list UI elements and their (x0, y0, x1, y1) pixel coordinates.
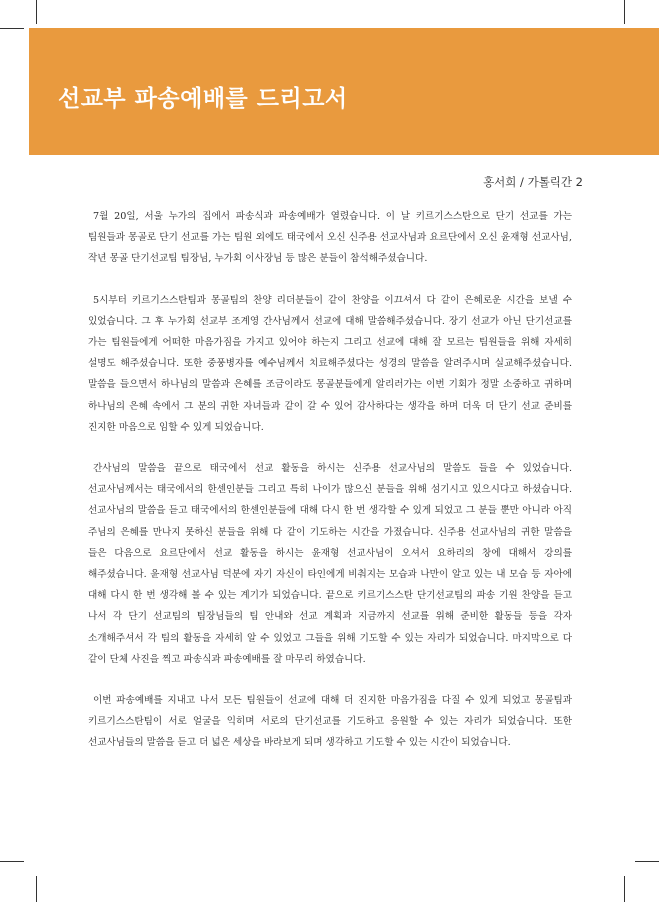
paragraph: 5시부터 키르기스스탄팀과 몽골팀의 찬양 리더분들이 같이 찬양을 이끄셔서 다 같이 은혜로운 시간을 보낼 수 있었습니다. 그 후 누가회 선교부 조계영 간사님께서 선교에 대해 말씀해주셨습니다. 장기 선교가 아닌 단기선교를 가는 팀원들에게 어떠한 마음가짐을 가지고 있어야 하는지 그리고 선교에 대해 잘 모르는 팀원들을 위해 자세히 설명도 해주셨습니다. 또한 중풍병자를 예수님께서 치료해주셨다는 성경의 말씀을 알려주시며 실교해주셨습니다. 말씀을 들으면서 하나님의 말씀과 은혜를 조금이라도 몽골분들에게 알리러가는 이번 기회가 정말 소중하고 귀하며 하나님의 은혜 속에서 그 분의 귀한 자녀들과 같이 갈 수 있어 감사하다는 생각을 하며 더욱 더 단기 선교 준비를 진지한 마음으로 임할 수 있게 되었습니다. (88, 294, 572, 433)
crop-mark (635, 861, 659, 862)
page-title: 선교부 파송예배를 드리고서 (58, 86, 348, 112)
crop-mark (624, 876, 625, 902)
crop-mark (624, 0, 625, 24)
paragraph: 간사님의 말씀을 끝으로 태국에서 선교 활동을 하시는 신주용 선교사님의 말씀도 들을 수 있었습니다. 선교사님께서는 태국에서의 한센인분들 그리고 특히 나이가 많으신 분들을 위해 섬기시고 있으시다고 하셨습니다. 선교사님의 말씀을 듣고 태국에서의 한센인분들에 대해 다시 한 번 생각할 수 있게 되었고 그 분들 뿐만 아니라 아직 주님의 은혜를 만나지 못하신 분들을 위해 다 같이 기도하는 시간을 가졌습니다. 신주용 선교사님의 귀한 말씀을 들은 다음으로 요르단에서 선교 활동을 하시는 윤재형 선교사님이 오셔서 요하리의 창에 대해서 강의를 해주셨습니다. 윤재형 선교사님 덕분에 자기 자신이 타인에게 비춰지는 모습과 나만이 알고 있는 내 모습 등 자아에 대해 다시 한 번 생각해 볼 수 있는 계기가 되었습니다. 끝으로 키르기스스탄 단기선교팀의 파송 기원 찬양을 듣고 나서 각 단기 선교팀의 팀장님들의 팀 안내와 선교 계획과 지금까지 선교를 위해 준비한 활동들 등을 각자 소개해주셔서 각 팀의 활동을 자세히 알 수 있었고 그들을 위해 기도할 수 있는 자리가 되었습니다. 마지막으로 다 같이 단체 사진을 찍고 파송식과 파송예배를 잘 마무리 하였습니다. (88, 463, 572, 665)
article-body (88, 206, 572, 774)
paragraph: 이번 파송예배를 지내고 나서 모든 팀원들이 선교에 대해 더 진지한 마음가짐을 다질 수 있게 되었고 몽골팀과 키르기스스탄팀이 서로 얼굴을 익히며 서로의 단기선교를 기도하고 응원할 수 있는 자리가 되었습니다. 또한 선교사님들의 말씀을 듣고 더 넓은 세상을 바라보게 되며 생각하고 기도할 수 있는 시간이 되었습니다. (88, 695, 572, 749)
author-byline: 홍서희 / 가톨릭간 2 (483, 175, 583, 189)
crop-mark (0, 861, 24, 862)
crop-mark (36, 876, 37, 902)
crop-mark (36, 0, 37, 24)
paragraph: 7월 20일, 서울 누가의 집에서 파송식과 파송예배가 열렸습니다. 이 날 키르기스스탄으로 단기 선교를 가는 팀원들과 몽골로 단기 선교를 가는 팀원 외에도 태국에서 오신 신주용 선교사님과 요르단에서 오신 윤재형 선교사님, 작년 몽골 단기선교팀 팀장님, 누가회 이사장님 등 많은 분들이 참석해주셨습니다. (88, 211, 572, 265)
crop-mark (0, 28, 24, 29)
